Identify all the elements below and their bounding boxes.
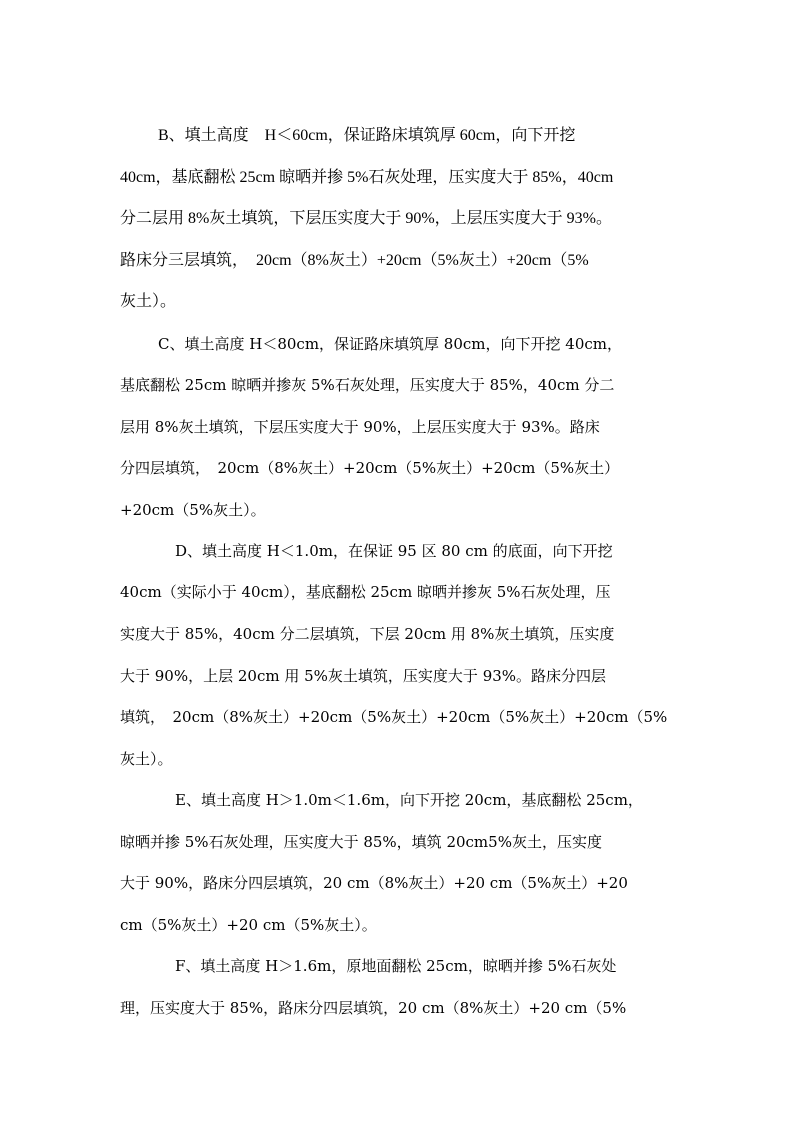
para-e-line-4: cm（5%灰土）+20 cm（5%灰土）。: [120, 916, 377, 934]
para-d-line-4: 大于 90%，上层 20cm 用 5%灰土填筑，压实度大于 93%。路床分四层: [120, 667, 607, 685]
para-d-line-5: 填筑， 20cm（8%灰土）+20cm（5%灰土）+20cm（5%灰土）+20cm（5%: [120, 708, 668, 726]
para-c-line-2: 基底翻松 25cm 晾晒并掺灰 5%石灰处理，压实度大于 85%，40cm 分二: [120, 376, 615, 394]
para-e-line-3: 大于 90%，路床分四层填筑，20 cm（8%灰土）+20 cm（5%灰土）+20: [120, 874, 628, 892]
para-f-line-2: 理，压实度大于 85%，路床分四层填筑，20 cm（8%灰土）+20 cm（5%: [120, 999, 627, 1017]
para-e-line-2: 晾晒并掺 5%石灰处理，压实度大于 85%，填筑 20cm5%灰土，压实度: [120, 833, 602, 851]
para-c-line-1: C、填土高度 H＜80cm，保证路床填筑厚 80cm，向下开挖 40cm，: [158, 335, 622, 353]
para-b-line-4: 路床分三层填筑， 20cm（8%灰土）+20cm（5%灰土）+20cm（5%: [120, 252, 589, 269]
para-d-line-3: 实度大于 85%，40cm 分二层填筑，下层 20cm 用 8%灰土填筑，压实度: [120, 625, 615, 643]
para-c-line-5: +20cm（5%灰土）。: [120, 501, 266, 519]
para-b-line-5: 灰土）。: [120, 293, 177, 310]
para-e-line-1: E、填土高度 H＞1.0m＜1.6m，向下开挖 20cm，基底翻松 25cm，: [175, 791, 643, 809]
para-d-line-6: 灰土）。: [120, 750, 173, 768]
para-b-line-1: B、填土高度 H＜60cm，保证路床填筑厚 60cm，向下开挖: [158, 127, 576, 144]
para-c-line-4: 分四层填筑， 20cm（8%灰土）+20cm（5%灰土）+20cm（5%灰土）: [120, 459, 620, 477]
para-b-line-3: 分二层用 8%灰土填筑，下层压实度大于 90%，上层压实度大于 93%。: [120, 210, 612, 227]
para-f-line-1: F、填土高度 H＞1.6m，原地面翻松 25cm，晾晒并掺 5%石灰处: [175, 957, 617, 975]
para-c-line-3: 层用 8%灰土填筑，下层压实度大于 90%，上层压实度大于 93%。路床: [120, 418, 600, 436]
para-b-line-2: 40cm，基底翻松 25cm 晾晒并掺 5%石灰处理，压实度大于 85%，40cm: [120, 169, 614, 186]
para-d-line-1: D、填土高度 H＜1.0m，在保证 95 区 80 cm 的底面，向下开挖: [175, 542, 613, 560]
para-d-line-2: 40cm（实际小于 40cm），基底翻松 25cm 晾晒并掺灰 5%石灰处理，压: [120, 583, 611, 601]
